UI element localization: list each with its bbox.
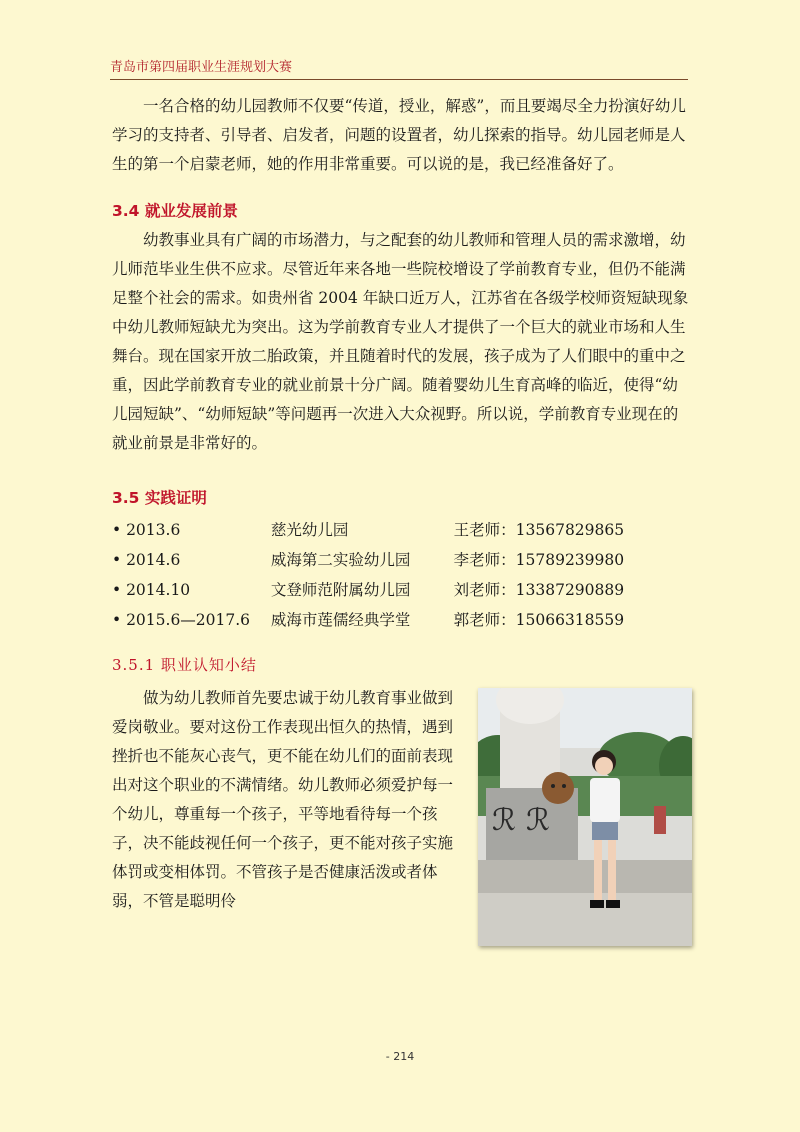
section-3-4-title: 3.4 就业发展前景 [112,202,238,220]
header-title: 青岛市第四届职业生涯规划大赛 [110,59,293,74]
practice-row [112,515,692,545]
practice-date: • 2014.6 [112,551,181,569]
practice-place: 威海市莲儒经典学堂 [270,611,411,629]
practice-date: • 2015.6—2017.6 [112,611,251,629]
section-3-4-paragraph: 幼教事业具有广阔的市场潜力，与之配套的幼儿教师和管理人员的需求激增，幼儿师范毕业生供不应求。尽管近年来各地一些院校增设了学前教育专业，但仍不能满足整个社会的需求。如贵州省 2004 年缺口近万人，江苏省在各级学校师资短缺现象中幼儿教师短缺尤为突出。这为学前教育专业人才提供了一个巨大的就业市场和人生舞台。现在国家开放二胎政策，并且随着时代的发展，孩子成为了人们眼中的重中之重，因此学前教育专业的就业前景十分广阔。随着婴幼儿生育高峰的临近，使得“幼儿园短缺”、“幼师短缺”等问题再一次进入大众视野。所以说，学前教育专业现在的就业前景是非常好的。 [112,231,689,452]
page-number: - 214 [385,1050,415,1063]
practice-contact: 刘老师：13387290889 [453,581,625,599]
practice-row [112,575,692,605]
photo-illustration [478,688,692,946]
page-header [110,56,688,80]
section-3-5-1-title: 3.5.1 职业认知小结 [112,656,257,674]
intro-paragraph: 一名合格的幼儿园教师不仅要“传道，授业，解惑”，而且要竭尽全力扮演好幼儿学习的支持者、引导者、启发者，问题的设置者，幼儿探索的指导。幼儿园老师是人生的第一个启蒙老师，她的作用非常重要。可以说的是，我已经准备好了。 [112,97,686,173]
practice-date: • 2014.10 [112,581,191,599]
practice-place: 文登师范附属幼儿园 [270,581,411,599]
page-content [112,92,692,946]
practice-list [112,515,692,635]
practice-place: 威海第二实验幼儿园 [270,551,411,569]
practice-photo [478,688,692,946]
svg-text:ℛ: ℛ [492,803,516,838]
practice-date: • 2013.6 [112,521,181,539]
svg-text:ℛ: ℛ [526,803,550,838]
practice-contact: 王老师：13567829865 [453,521,625,539]
practice-row [112,605,692,635]
practice-row [112,545,692,575]
practice-contact: 郭老师：15066318559 [453,611,625,629]
section-3-5-title: 3.5 实践证明 [112,489,207,507]
practice-place: 慈光幼儿园 [270,521,349,539]
practice-contact: 李老师：15789239980 [453,551,625,569]
section-3-5-1-paragraph: 做为幼儿教师首先要忠诚于幼儿教育事业做到爱岗敬业。要对这份工作表现出恒久的热情，遇到挫折也不能灰心丧气，更不能在幼儿们的面前表现出对这个职业的不满情绪。幼儿教师必须爱护每一个幼儿，尊重每一个孩子，平等地看待每一个孩子，决不能歧视任何一个孩子，更不能对孩子实施体罚或变相体罚。不管孩子是否健康活泼或者体弱，不管是聪明伶 [112,689,454,910]
